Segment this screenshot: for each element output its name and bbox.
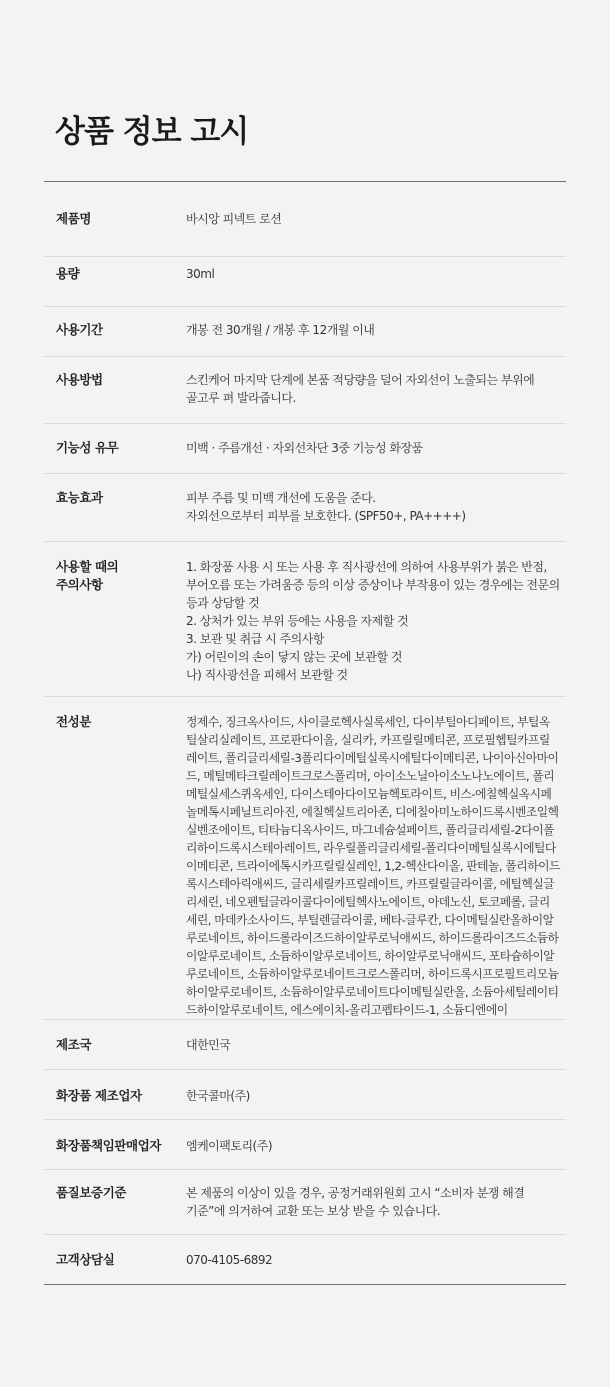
row-value: 피부 주름 및 미백 개선에 도움을 준다. 자외선으로부터 피부를 보호한다. (SPF50+, PA++++) — [186, 491, 466, 523]
row-value: 엠케이팩토리(주) — [186, 1139, 273, 1153]
info-row-manufacturer — [44, 1070, 566, 1120]
row-value: 정제수, 징크옥사이드, 사이클로헥사실록세인, 다이부틸아디페이트, 부틸옥틸살리실레이트, 프로판다이올, 실리카, 카프릴릴메티콘, 프로필헵틸카프릴레이트, 폴리글리세릴-3폴리다이메틸실록시에틸다이메티콘, 나이아신아마이드, 메틸메타크릴레이트크로스폴리머, 아이소노닐아이소노나노에이트, 폴리메틸실세스퀴옥세인, 다이스테아다이모늄헥토라이트, 비스-에칠헥실옥시페놀메톡시페닐트리아진, 에칠헥실트리아존, 디에칠아미노하이드록시벤조일헥실벤조에이트, 티타늄디옥사이드, 마그네슘설페이트, 폴리글리세릴-2다이폴리하이드록시스테아레이트, 라우릴폴리글리세릴-폴리다이메틸실록시에틸다이메티콘, 트라이에톡시카프릴릴실레인, 1,2-헥산다이올, 판테놀, 폴리하이드록시스테아릭애씨드, 글리세릴카프릴레이트, 카프릴릴글라이콜, 에틸헥실글리세린, 네오펜틸글라이콜다이에틸헥사노에이트, 아데노신, 토코페롤, 글리세린, 마데카소사이드, 부틸렌글라이콜, 베타-글루칸, 다이메틸실란올하이알루로네이트, 하이드롤라이즈드하이알루로닉애씨드, 하이드롤라이즈드소듐하이알루로네이트, 소듐하이알루로네이트, 하이알루로닉애씨드, 포타슘하이알루로네이트, 소듐하이알루로네이트크로스폴리머, 하이드록시프로필트리모늄하이알루로네이트, 소듐하이알루로네이트다이메틸실란올, 소듐아세틸레이티드하이알루로네이트, 에스에이치-올리고펩타이드-1, 소듐디엔에이 — [186, 715, 560, 1017]
info-row-functional — [44, 424, 566, 474]
page-title: 상품 정보 고시 — [55, 114, 249, 150]
info-row-product-name — [44, 182, 566, 257]
info-row-volume — [44, 257, 566, 307]
info-row-ingredients — [44, 697, 566, 1020]
row-label: 고객상담실 — [56, 1252, 115, 1267]
info-row-country — [44, 1020, 566, 1070]
row-value: 070-4105-6892 — [186, 1253, 273, 1267]
row-value: 스킨케어 마지막 단계에 본품 적당량을 덜어 자외선이 노출되는 부위에 골고루 펴 발라줍니다. — [186, 373, 535, 405]
info-row-usage-method — [44, 357, 566, 424]
info-row-customer-service — [44, 1235, 566, 1284]
row-value: 본 제품의 이상이 있을 경우, 공정거래위원회 고시 “소비자 분쟁 해결 기준”에 의거하여 교환 또는 보상 받을 수 있습니다. — [186, 1186, 525, 1218]
info-row-efficacy — [44, 474, 566, 542]
row-label: 사용방법 — [56, 372, 103, 387]
row-label: 기능성 유무 — [56, 440, 119, 455]
row-label: 사용할 때의 주의사항 — [56, 559, 119, 592]
row-label: 용량 — [56, 266, 80, 281]
row-value: 미백 · 주름개선 · 자외선차단 3중 기능성 화장품 — [186, 441, 423, 455]
info-row-usage-period — [44, 307, 566, 357]
row-value: 1. 화장품 사용 시 또는 사용 후 직사광선에 의하여 사용부위가 붉은 반점, 부어오름 또는 가려움증 등의 이상 증상이나 부작용이 있는 경우에는 전문의 등과 상담할 것 2. 상처가 있는 부위 등에는 사용을 자제할 것 3. 보관 및 취급 시 주의사항 가) 어린이의 손이 닿지 않는 곳에 보관할 것 나) 직사광선을 피해서 보관할 것 — [186, 560, 560, 682]
row-label: 전성분 — [56, 714, 92, 729]
info-row-quality-standard — [44, 1170, 566, 1235]
row-label: 화장품 제조업자 — [56, 1088, 142, 1103]
row-label: 제품명 — [56, 211, 92, 226]
row-value: 30ml — [186, 267, 215, 281]
bottom-divider — [44, 1284, 566, 1285]
row-value: 바시앙 피넥트 로션 — [186, 212, 282, 226]
row-label: 사용기간 — [56, 322, 103, 337]
product-info-table — [44, 182, 566, 1284]
info-row-precautions — [44, 542, 566, 697]
row-value: 대한민국 — [186, 1038, 231, 1052]
row-label: 화장품책임판매업자 — [56, 1138, 162, 1153]
row-label: 제조국 — [56, 1037, 92, 1052]
row-label: 품질보증기준 — [56, 1185, 127, 1200]
row-label: 효능효과 — [56, 490, 103, 505]
row-value: 한국콜마(주) — [186, 1089, 250, 1103]
info-row-distributor — [44, 1120, 566, 1170]
row-value: 개봉 전 30개월 / 개봉 후 12개월 이내 — [186, 323, 375, 337]
